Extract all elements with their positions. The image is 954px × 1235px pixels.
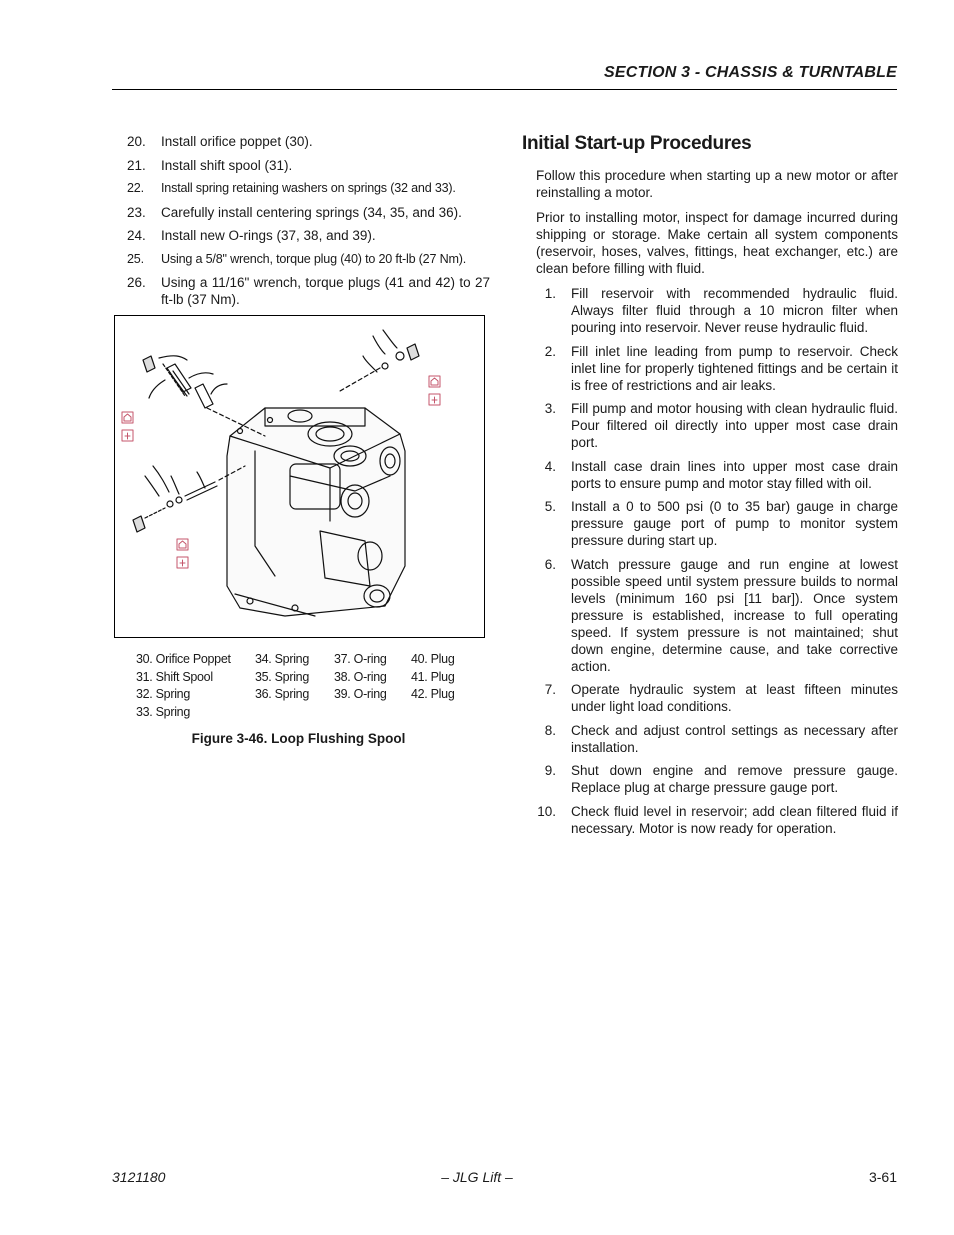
page-number: 3-61 (868, 1169, 897, 1185)
exploded-view-drawing (115, 316, 484, 637)
figure-caption: Figure 3-46. Loop Flushing Spool (191, 731, 406, 746)
list-item: 25. Using a 5/8" wrench, torque plug (40) to 20 ft-lb (27 Nm). (127, 251, 467, 266)
right-column (522, 133, 898, 843)
list-item: 9. Shut down engine and remove pressure gauge. Replace plug at charge pressure gauge port. (544, 763, 898, 795)
list-item: 5. Install a 0 to 500 psi (0 to 35 bar) gauge in charge pressure gauge port of pump to monitor system pressure during start up. (544, 499, 898, 548)
list-item: 8. Check and adjust control settings as necessary after installation. (544, 722, 898, 755)
legend-item: 34. Spring (255, 652, 309, 666)
legend-column (255, 651, 309, 704)
legend-column (411, 651, 454, 704)
list-item: 20. Install orifice poppet (30). (127, 134, 313, 149)
intro-paragraph: Follow this procedure when starting up a new motor or after reinstalling a motor. (536, 168, 898, 200)
list-item: 26. Using a 11/16" wrench, torque plugs (41 and 42) to 27 ft-lb (37 Nm). (127, 275, 490, 307)
list-item: 6. Watch pressure gauge and run engine at lowest possible speed until system pressure builds to normal levels (minimum 160 psi [11 bar]). Once system pressure is established, increase to full operating speed. If system pressure is not maintained; shut down engine, determine cause, and take corrective action. (544, 556, 898, 674)
motor-housing (227, 408, 405, 616)
list-item: 10. Check fluid level in reservoir; add clean filtered fluid if necessary. Motor is now ready for operation. (537, 803, 898, 836)
doc-number: 3121180 (112, 1169, 166, 1185)
legend-item: 36. Spring (255, 687, 309, 701)
header-divider (112, 89, 897, 90)
legend-item: 31. Shift Spool (136, 669, 213, 684)
legend-item: 39. O-ring (334, 687, 387, 701)
legend-item: 35. Spring (255, 669, 309, 684)
loop-flushing-spool-figure (114, 315, 485, 638)
list-item: 23. Carefully install centering springs (34, 35, and 36). (127, 204, 462, 220)
legend-item: 38. O-ring (334, 669, 387, 684)
list-item: 21. Install shift spool (31). (127, 157, 293, 173)
section-title: Initial Start-up Procedures (522, 133, 752, 154)
legend-item: 40. Plug (411, 652, 455, 666)
list-item: 24. Install new O-rings (37, 38, and 39). (127, 228, 376, 243)
section-header: SECTION 3 - CHASSIS & TURNTABLE (603, 64, 897, 81)
list-item: 2. Fill inlet line leading from pump to reservoir. Check inlet line for properly tightened fittings and be certain it is free of restrictions and air leaks. (544, 343, 898, 393)
list-item: 3. Fill pump and motor housing with clean hydraulic fluid. Pour filtered oil directly into upper most case drain port. (544, 401, 898, 450)
list-item: 7. Operate hydraulic system at least fifteen minutes under light load conditions. (544, 682, 898, 714)
legend-item: 32. Spring (136, 687, 190, 701)
list-item: 22. Install spring retaining washers on springs (32 and 33). (127, 181, 456, 195)
legend-item: 42. Plug (411, 687, 455, 701)
legend-item: 33. Spring (136, 704, 190, 719)
inspection-paragraph: Prior to installing motor, inspect for damage incurred during shipping or storage. Make certain all system components (reservoir, hoses, valves, fittings, heat exchanger, etc.) are clean before filling with fluid. (536, 210, 898, 276)
footer-brand: – JLG Lift – (441, 1169, 513, 1185)
legend-column (136, 651, 231, 721)
left-steps-list (113, 133, 490, 308)
legend-item: 41. Plug (411, 669, 455, 684)
startup-steps-list (522, 285, 898, 837)
upper-right-parts (340, 330, 419, 391)
legend-item: 37. O-ring (334, 652, 387, 666)
legend-item: 30. Orifice Poppet (136, 652, 231, 666)
list-item: 4. Install case drain lines into upper most case drain ports to ensure pump and motor stay filled with oil. (544, 458, 898, 491)
list-item: 1. Fill reservoir with recommended hydraulic fluid. Always filter fluid through a 10 micron filter when pouring into reservoir. Never reuse hydraulic fluid. (544, 286, 898, 335)
legend-column (334, 651, 387, 704)
left-column (113, 133, 490, 315)
